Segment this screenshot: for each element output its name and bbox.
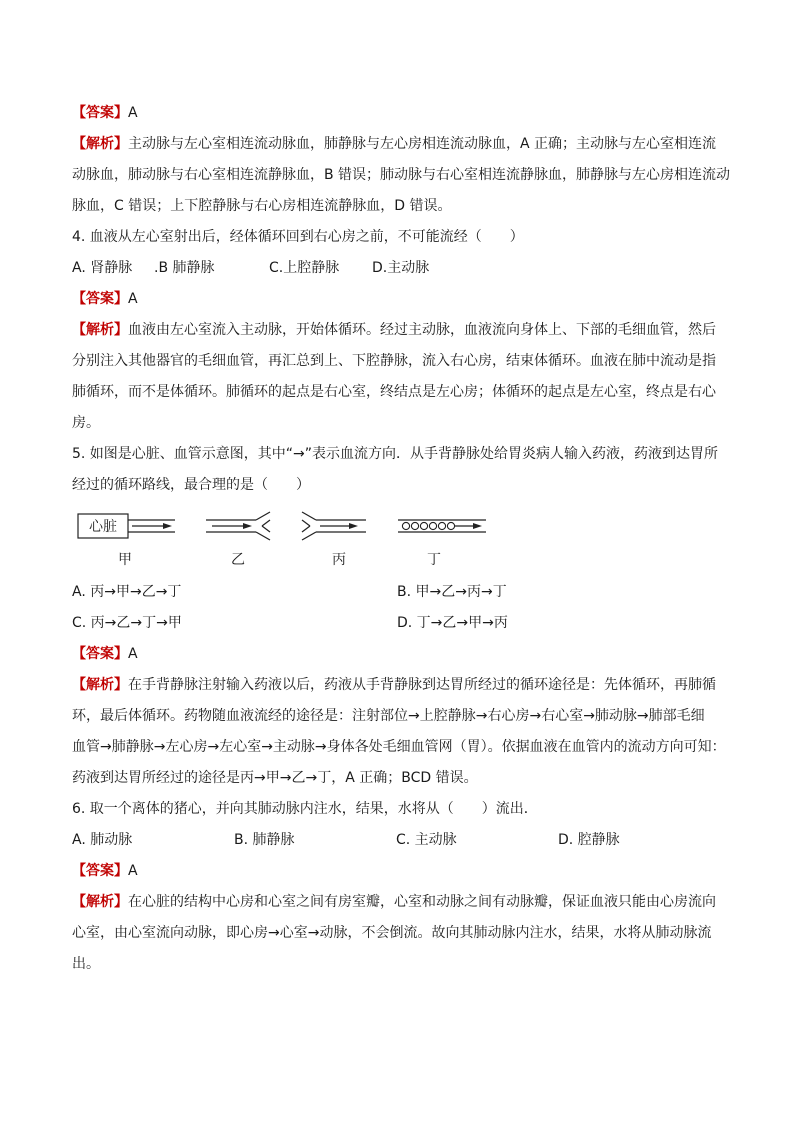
flow-arrowhead	[163, 523, 172, 529]
analysis-line: 分别注入其他器官的毛细血管，再汇总到上、下腔静脉，流入右心房，结束体循环。血液在肺中流动是指	[72, 353, 716, 369]
analysis-tag: 【解析】	[72, 677, 128, 693]
q6-option-d: D. 腔静脉	[558, 832, 620, 848]
analysis-line: 出。	[72, 956, 100, 972]
q5-option-b: B. 甲→乙→丙→丁	[397, 584, 507, 600]
flow-arrowhead	[473, 523, 482, 529]
analysis-line	[72, 129, 728, 160]
answer-line	[72, 856, 728, 887]
q6-option-a: A. 肺动脉	[72, 832, 133, 848]
blood-cell	[429, 522, 436, 529]
analysis-line: 肺循环，而不是体循环。肺循环的起点是右心室，终结点是左心房；体循环的起点是左心室，终点是右心	[72, 384, 716, 400]
q4-option-d: D.主动脉	[372, 260, 430, 276]
q4-option-a: A. 肾静脉	[72, 260, 133, 276]
analysis-line	[72, 670, 728, 701]
answer-line	[72, 639, 728, 670]
analysis-text: 在心脏的结构中心房和心室之间有房室瓣，心室和动脉之间有动脉瓣，保证血液只能由心房流向	[128, 894, 716, 910]
figure-label-ding: 丁	[427, 552, 441, 568]
figure-label-jia: 甲	[118, 552, 132, 568]
answer-value: A	[128, 105, 138, 121]
answer-value: A	[128, 646, 138, 662]
answer-tag: 【答案】	[72, 291, 128, 307]
blood-cell	[438, 522, 445, 529]
q5-option-d: D. 丁→乙→甲→丙	[397, 615, 508, 631]
analysis-text: 主动脉与左心室相连流动脉血，肺静脉与左心房相连流动脉血，A 正确；主动脉与左心室相连流	[128, 136, 717, 152]
analysis-line: 动脉血，肺动脉与右心室相连流静脉血，B 错误；肺动脉与右心室相连流静脉血，肺静脉与左心房相连流动	[72, 167, 731, 183]
analysis-line: 环，最后体循环。药物随血液流经的途径是：注射部位→上腔静脉→右心房→右心室→肺动脉→肺部毛细	[72, 708, 705, 724]
figure-label-yi: 乙	[231, 552, 245, 568]
blood-cell	[402, 522, 409, 529]
blood-cell	[420, 522, 427, 529]
question-5-cont: 经过的循环路线，最合理的是（ ）	[72, 477, 310, 493]
q5-options-row1	[72, 577, 728, 608]
vessel-branch	[256, 532, 270, 540]
question-4: 4. 血液从左心室射出后，经体循环回到右心房之前，不可能流经（ ）	[72, 229, 524, 245]
q6-option-b: B. 肺静脉	[234, 832, 295, 848]
answer-tag: 【答案】	[72, 863, 128, 879]
blood-cell	[447, 522, 454, 529]
q5-options-row2	[72, 608, 728, 639]
vessel-merge	[302, 512, 316, 520]
analysis-tag: 【解析】	[72, 136, 128, 152]
q6-options	[72, 825, 728, 856]
vessel-branch	[262, 520, 270, 526]
analysis-line: 血管→肺静脉→左心房→左心室→主动脉→身体各处毛细血管网（胃）。依据血液在血管内的流动方向可知：	[72, 739, 726, 755]
analysis-line	[72, 887, 728, 918]
answer-value: A	[128, 291, 138, 307]
vessel-diagram	[72, 511, 728, 573]
vessel-merge	[302, 526, 310, 532]
analysis-line: 药液到达胃所经过的途径是丙→甲→乙→丁，A 正确；BCD 错误。	[72, 770, 478, 786]
analysis-tag: 【解析】	[72, 894, 128, 910]
question-5: 5. 如图是心脏、血管示意图，其中“→”表示血流方向．从手背静脉处给胃炎病人输入药液，药液到达胃所	[72, 446, 719, 462]
analysis-text: 在手背静脉注射输入药液以后，药液从手背静脉到达胃所经过的循环途径是：先体循环，再肺循	[128, 677, 716, 693]
vessel-branch	[262, 526, 270, 532]
question-6: 6. 取一个离体的猪心，并向其肺动脉内注水，结果，水将从（ ）流出．	[72, 801, 538, 817]
heart-label: 心脏	[89, 519, 117, 535]
analysis-line: 心室，由心室流向动脉，即心房→心室→动脉，不会倒流。故向其肺动脉内注水，结果，水将从肺动脉流	[72, 925, 712, 941]
q4-options	[72, 253, 728, 284]
vessel-merge	[302, 520, 310, 526]
flow-arrowhead	[349, 523, 358, 529]
answer-tag: 【答案】	[72, 646, 128, 662]
analysis-text: 血液由左心室流入主动脉，开始体循环。经过主动脉，血液流向身体上、下部的毛细血管，然后	[128, 322, 716, 338]
answer-value: A	[128, 863, 138, 879]
vessel-merge	[302, 532, 316, 540]
answer-tag: 【答案】	[72, 105, 128, 121]
q5-option-a: A. 丙→甲→乙→丁	[72, 584, 182, 600]
analysis-tag: 【解析】	[72, 322, 128, 338]
q5-option-c: C. 丙→乙→丁→甲	[72, 615, 182, 631]
flow-arrowhead	[243, 523, 252, 529]
q4-option-c: C.上腔静脉	[269, 260, 340, 276]
document-page	[72, 98, 731, 980]
analysis-line: 脉血，C 错误；上下腔静脉与右心房相连流静脉血，D 错误。	[72, 198, 452, 214]
answer-line	[72, 284, 728, 315]
analysis-line	[72, 315, 728, 346]
vessel-diagram-svg	[72, 511, 512, 545]
blood-cell	[411, 522, 418, 529]
figure-label-bing: 丙	[332, 552, 346, 568]
analysis-line: 房。	[72, 415, 100, 431]
answer-line	[72, 98, 728, 129]
q6-option-c: C. 主动脉	[396, 832, 457, 848]
q4-option-b: .B 肺静脉	[154, 260, 215, 276]
vessel-branch	[256, 512, 270, 520]
